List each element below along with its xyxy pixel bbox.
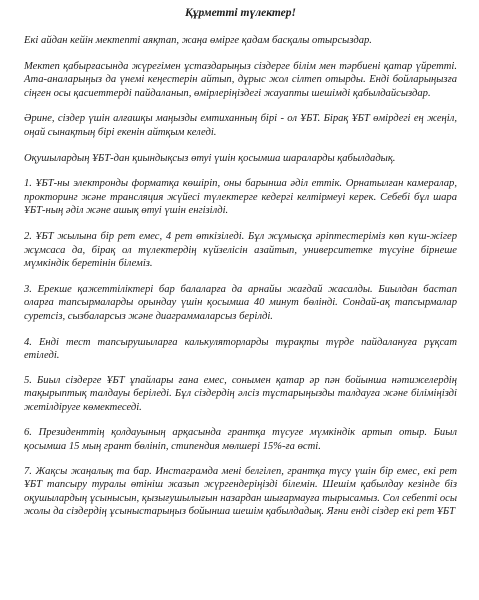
- paragraph-item-3: 3. Ерекше қажеттіліктері бар балаларға да арнайы жағдай жасалды. Биылдан бастап оларға тапсырмаларды орындау үшін қосымша 40 минут бөлінді. Сондай-ақ тапсырмалар суретсіз, сызбаларсыз және диаграммаларсыз берілді.: [24, 283, 457, 322]
- paragraph-intro: Екі айдан кейін мектепті аяқтап, жаңа өмірге қадам басқалы отырсыздар.: [24, 35, 372, 46]
- paragraph-teachers: Мектеп қабырғасында жүрегімен ұстаздарыңыз сіздерге білім мен тәрбиені қатар үйретті. Ата-аналарыңыз да үнемі кеңестерін айтып, дұрыс жол сілтеп отырды. Енді бойларыңызға сіңген осы қасиеттерді пайдаланып, өмірлеріңіздегі жауапты шешімді қабылдайсыздар.: [24, 60, 457, 99]
- paragraph-measures: Оқушылардың ҰБТ-дан қиындықсыз өтуі үшін қосымша шараларды қабылдадық.: [24, 152, 396, 164]
- paragraph-item-7: 7. Жақсы жаңалық та бар. Инстаграмда мені белгілеп, грантқа түсу үшін бір емес, екі рет ҰБТ тапсыру туралы өтініш жазып жүргендеріңізді білемін. Шешім қабылдау кезінде біз оқушылардың ұсынысын, қызығушылығын назардан шығармауға тырысамыз. Сол себепті осы жолы да сіздердің ұсыныстарыңыз бойынша шешім қабылдадық. Яғни енді сіздер екі рет ҰБТ: [24, 465, 457, 518]
- paragraph-item-2: 2. ҰБТ жылына бір рет емес, 4 рет өткізіледі. Бұл жұмысқа әріптестеріміз көп күш-жігер жұмсаса да, бірақ ол түлектердің күйзелісін азайтып, университетке түсуіне бірнеше мүмкіндік беретінін білеміз.: [24, 230, 457, 270]
- paragraph-item-1: 1. ҰБТ-ны электронды форматқа көшіріп, оны барынша әділ еттік. Орнатылған камералар, прокторинг және трансляция жүйесі түлектерге кедергі келтірмеуі керек. Себебі бұл шара ҰБТ-ның әділ және ашық өтуі үшін енгізілді.: [24, 178, 457, 217]
- paragraph-item-5: 5. Биыл сіздерге ҰБТ ұпайлары ғана емес, сонымен қатар әр пән бойынша нәтижелердің тақырыптық талдауы беріледі. Бұл сіздердің әлсіз тұстарыңызды талдауға және біліміңізді жетілдіруге көмектеседі.: [24, 374, 457, 413]
- letter-title: Құрметті түлектер!: [184, 7, 297, 19]
- paragraph-ubt-exam: Әрине, сіздер үшін алғашқы маңызды емтиханның бірі - ол ҰБТ. Бірақ ҰБТ өмірдегі ең жеңіл, оңай сынақтың бірі екенін айтқым келеді.: [24, 113, 457, 138]
- paragraph-item-4: 4. Енді тест тапсырушыларға калькуляторларды тұрақты түрде пайдалануға рұқсат етіледі.: [24, 336, 457, 362]
- paragraph-item-6: 6. Президенттің қолдауының арқасында грантқа түсуге мүмкіндік артып отыр. Биыл қосымша 15 мың грант бөлініп, стипендия мөлшері 15%-ға өсті.: [24, 427, 457, 453]
